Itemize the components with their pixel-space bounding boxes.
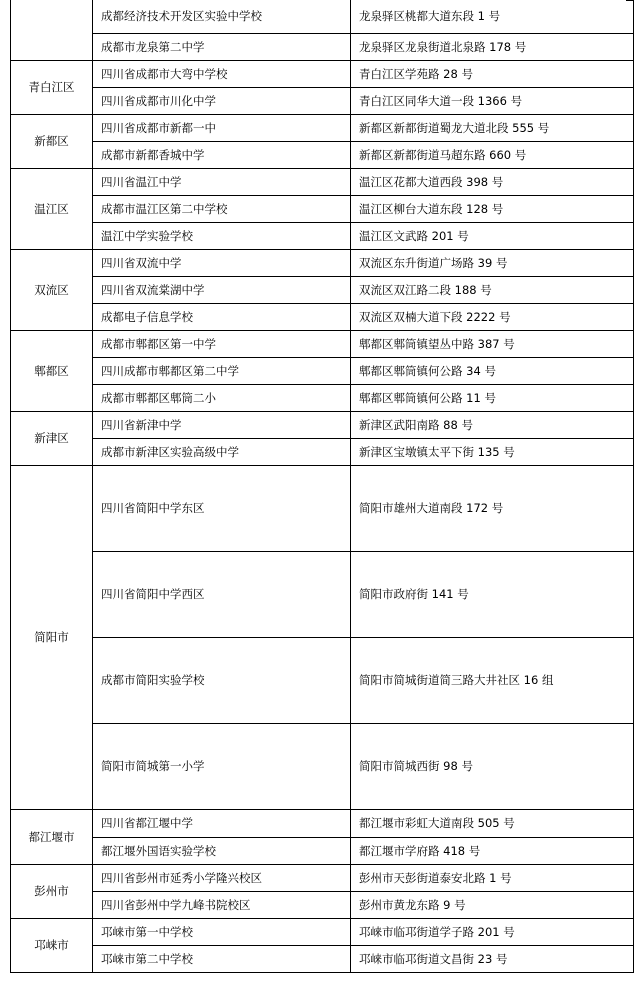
table-row [11, 0, 634, 33]
school-name-cell: 四川省成都市川化中学 [93, 87, 351, 114]
address-cell: 郫都区郫筒镇望丛中路 387 号 [351, 330, 634, 357]
table-row [11, 168, 634, 195]
school-name-cell: 四川省双流中学 [93, 249, 351, 276]
address-cell: 温江区柳台大道东段 128 号 [351, 195, 634, 222]
table-row [11, 249, 634, 276]
school-name-cell: 四川成都市郫都区第二中学 [93, 357, 351, 384]
address-cell: 温江区花都大道西段 398 号 [351, 168, 634, 195]
school-name-cell: 四川省彭州市延秀小学隆兴校区 [93, 864, 351, 891]
school-name-cell: 四川省新津中学 [93, 411, 351, 438]
table-row [11, 303, 634, 330]
school-name-cell: 成都市简阳实验学校 [93, 637, 351, 723]
school-name-cell: 简阳市简城第一小学 [93, 723, 351, 809]
address-cell: 新津区武阳南路 88 号 [351, 411, 634, 438]
address-cell: 彭州市天彭街道泰安北路 1 号 [351, 864, 634, 891]
address-cell: 郫都区郫筒镇何公路 34 号 [351, 357, 634, 384]
table-row [11, 141, 634, 168]
district-cell: 新都区 [11, 114, 93, 168]
table-row [11, 891, 634, 918]
address-cell: 双流区双楠大道下段 2222 号 [351, 303, 634, 330]
address-cell: 都江堰市学府路 418 号 [351, 837, 634, 864]
school-name-cell: 邛崃市第一中学校 [93, 918, 351, 945]
address-cell: 简阳市雄州大道南段 172 号 [351, 465, 634, 551]
table-row [11, 551, 634, 637]
table-row [11, 809, 634, 837]
school-name-cell: 四川省成都市新都一中 [93, 114, 351, 141]
school-name-cell: 成都市新津区实验高级中学 [93, 438, 351, 465]
school-name-cell: 邛崃市第二中学校 [93, 945, 351, 972]
table-row [11, 87, 634, 114]
district-cell: 青白江区 [11, 60, 93, 114]
district-cell: 郫都区 [11, 330, 93, 411]
table-row [11, 864, 634, 891]
table-row [11, 945, 634, 972]
address-cell: 邛崃市临邛街道文昌街 23 号 [351, 945, 634, 972]
address-cell: 双流区东升街道广场路 39 号 [351, 249, 634, 276]
school-name-cell: 成都市郫都区第一中学 [93, 330, 351, 357]
address-cell: 龙泉驿区桃都大道东段 1 号 [351, 0, 634, 33]
school-name-cell: 四川省双流棠湖中学 [93, 276, 351, 303]
address-cell: 邛崃市临邛街道学子路 201 号 [351, 918, 634, 945]
table-row [11, 384, 634, 411]
district-cell [11, 0, 93, 60]
table-row [11, 276, 634, 303]
school-name-cell: 成都市龙泉第二中学 [93, 33, 351, 60]
school-name-cell: 都江堰外国语实验学校 [93, 837, 351, 864]
table-row [11, 411, 634, 438]
school-name-cell: 成都市温江区第二中学校 [93, 195, 351, 222]
school-name-cell: 成都市郫都区郫筒二小 [93, 384, 351, 411]
school-name-cell: 成都市新都香城中学 [93, 141, 351, 168]
address-cell: 青白江区同华大道一段 1366 号 [351, 87, 634, 114]
address-cell: 新都区新都街道马超东路 660 号 [351, 141, 634, 168]
district-cell: 新津区 [11, 411, 93, 465]
school-name-cell: 温江中学实验学校 [93, 222, 351, 249]
school-address-table [10, 0, 634, 973]
table-row [11, 357, 634, 384]
school-name-cell: 成都经济技术开发区实验中学校 [93, 0, 351, 33]
table-row [11, 195, 634, 222]
address-cell: 简阳市简城西街 98 号 [351, 723, 634, 809]
school-name-cell: 四川省简阳中学西区 [93, 551, 351, 637]
district-cell: 邛崃市 [11, 918, 93, 972]
address-cell: 温江区文武路 201 号 [351, 222, 634, 249]
table-row [11, 918, 634, 945]
table-row [11, 222, 634, 249]
table-row [11, 114, 634, 141]
table-body [11, 0, 634, 972]
school-name-cell: 四川省简阳中学东区 [93, 465, 351, 551]
school-name-cell: 四川省都江堰中学 [93, 809, 351, 837]
address-cell: 双流区双江路二段 188 号 [351, 276, 634, 303]
district-cell: 彭州市 [11, 864, 93, 918]
address-cell: 郫都区郫筒镇何公路 11 号 [351, 384, 634, 411]
school-name-cell: 四川省温江中学 [93, 168, 351, 195]
address-cell: 新津区宝墩镇太平下街 135 号 [351, 438, 634, 465]
address-cell: 简阳市简城街道简三路大井社区 16 组 [351, 637, 634, 723]
address-cell: 青白江区学苑路 28 号 [351, 60, 634, 87]
address-cell: 都江堰市彩虹大道南段 505 号 [351, 809, 634, 837]
address-cell: 简阳市政府街 141 号 [351, 551, 634, 637]
district-cell: 都江堰市 [11, 809, 93, 864]
school-name-cell: 四川省成都市大弯中学校 [93, 60, 351, 87]
table-row [11, 465, 634, 551]
school-name-cell: 成都电子信息学校 [93, 303, 351, 330]
table-row [11, 60, 634, 87]
district-cell: 双流区 [11, 249, 93, 330]
district-cell: 简阳市 [11, 465, 93, 809]
school-name-cell: 四川省彭州中学九峰书院校区 [93, 891, 351, 918]
table-row [11, 837, 634, 864]
table-row [11, 723, 634, 809]
table-row [11, 438, 634, 465]
district-cell: 温江区 [11, 168, 93, 249]
address-cell: 彭州市黄龙东路 9 号 [351, 891, 634, 918]
table-row [11, 33, 634, 60]
table-row [11, 637, 634, 723]
table-row [11, 330, 634, 357]
address-cell: 新都区新都街道蜀龙大道北段 555 号 [351, 114, 634, 141]
address-cell: 龙泉驿区龙泉街道北泉路 178 号 [351, 33, 634, 60]
